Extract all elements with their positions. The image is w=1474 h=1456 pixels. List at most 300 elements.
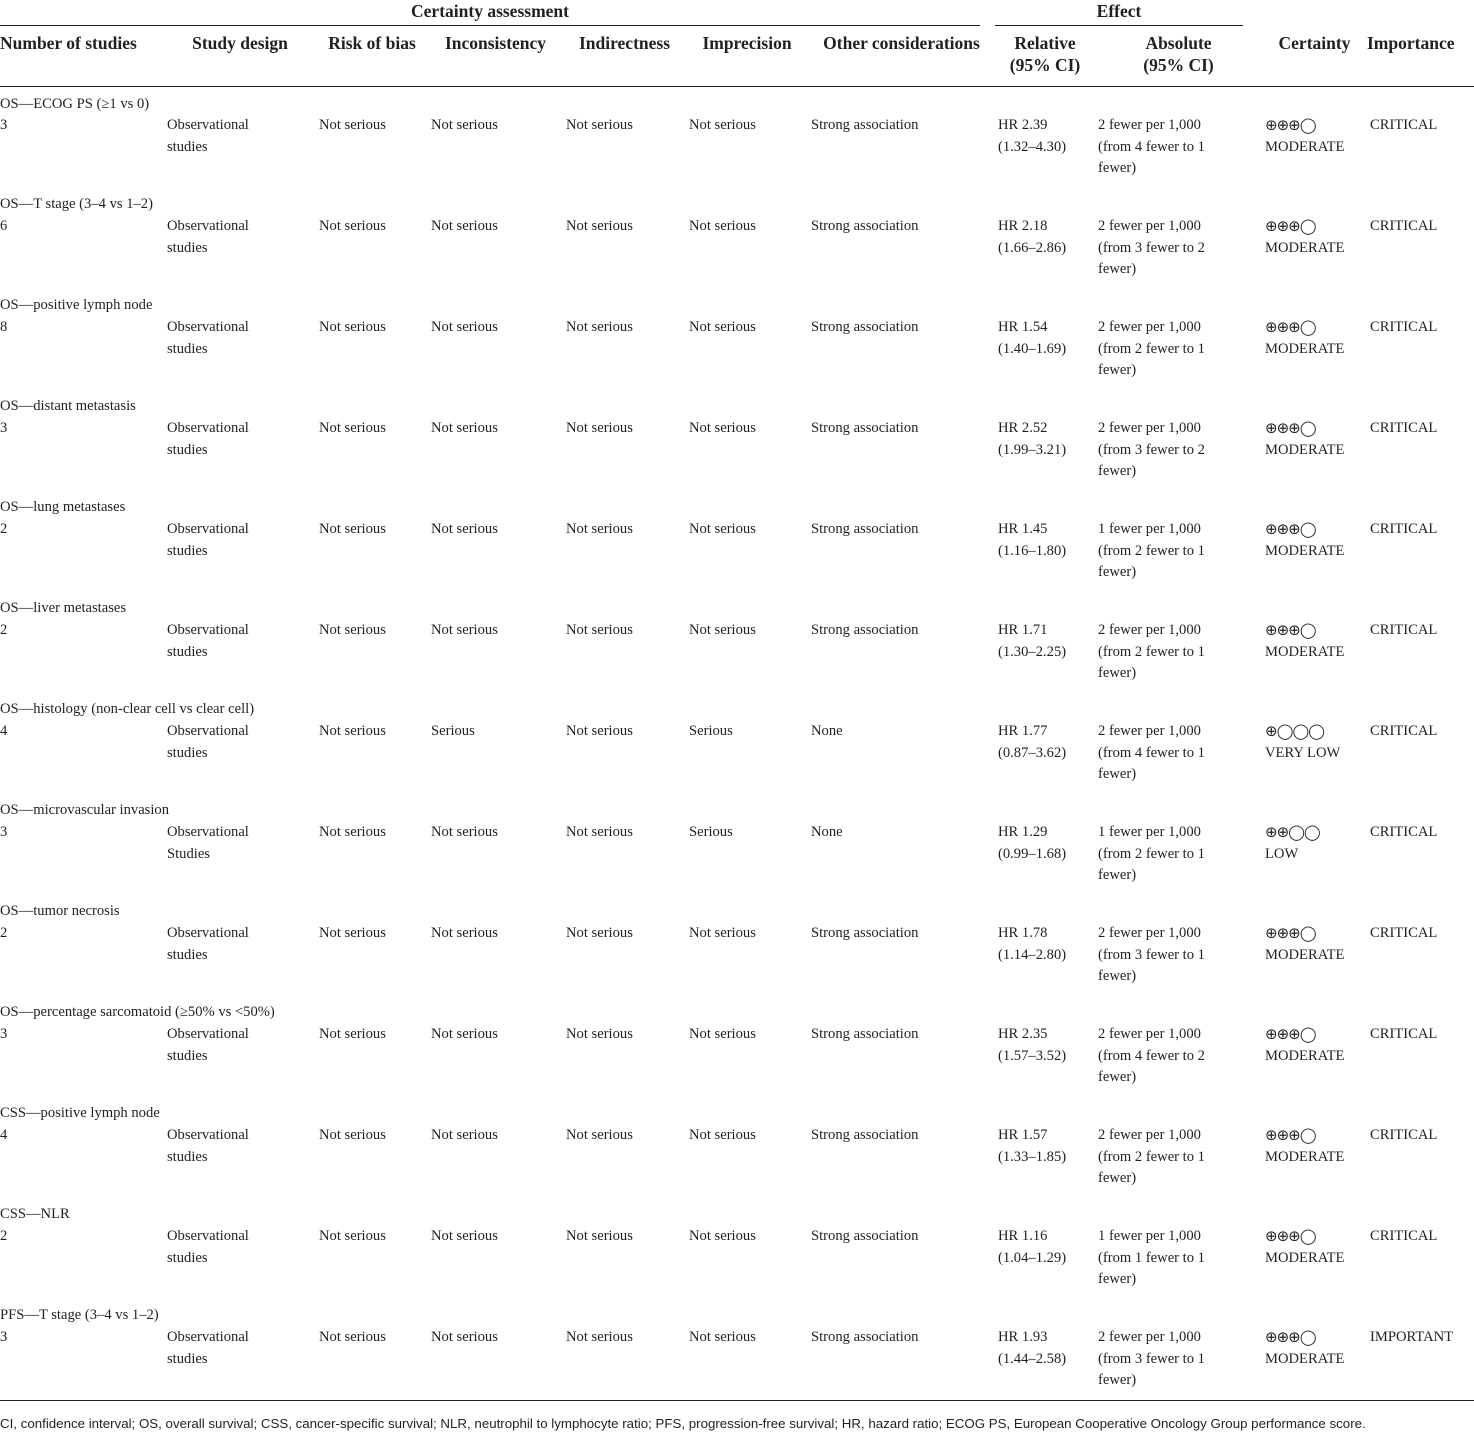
relative-effect-text: HR 2.39 (1.32–4.30) [998,117,1067,155]
imprecision-text: Serious [689,824,733,840]
imprecision-text: Not serious [689,1329,756,1345]
certainty-cell [1262,1024,1367,1096]
certainty-label: MODERATE [1265,1047,1345,1064]
table-row [0,620,1474,692]
studies-count-text: 8 [0,319,8,335]
study-design-text: Observational studies [167,622,249,660]
study-design-cell [164,1226,316,1298]
indirectness-text: Not serious [566,723,633,739]
absolute-effect-text: 2 fewer per 1,000 (from 3 fewer to 1 fewer) [1098,1329,1205,1388]
study-design-cell [164,1327,316,1401]
absolute-effect-text: 2 fewer per 1,000 (from 3 fewer to 1 fewer) [1098,925,1205,984]
importance-text: CRITICAL [1370,420,1438,436]
indirectness-text: Not serious [566,521,633,537]
other-considerations-cell [808,620,995,692]
risk-of-bias-text: Not serious [319,824,386,840]
certainty-rating-icon: ⊕⊕⊕◯ [1265,621,1316,639]
outcome-title: CSS—NLR [0,1206,70,1222]
absolute-effect-cell [1095,1024,1262,1096]
study-design-text: Observational studies [167,1127,249,1165]
absolute-effect-text: 2 fewer per 1,000 (from 4 fewer to 2 fewer) [1098,1026,1205,1085]
other-considerations-cell [808,721,995,793]
inconsistency-text: Serious [431,723,475,739]
indirectness-cell [563,115,686,187]
col-relative [995,28,1095,86]
importance-cell [1367,317,1474,389]
other-considerations-text: Strong association [811,218,919,234]
absolute-effect-text: 1 fewer per 1,000 (from 2 fewer to 1 fewer) [1098,824,1205,883]
absolute-effect-text: 1 fewer per 1,000 (from 2 fewer to 1 fewer) [1098,521,1205,580]
importance-text: CRITICAL [1370,117,1438,133]
absolute-effect-cell [1095,822,1262,894]
relative-effect-cell [995,216,1095,288]
other-considerations-cell [808,1226,995,1298]
study-design-text: Observational studies [167,723,249,761]
inconsistency-cell [428,923,563,995]
study-design-cell [164,1125,316,1197]
indirectness-cell [563,216,686,288]
certainty-cell [1262,1327,1367,1401]
studies-count-cell [0,216,164,288]
certainty-label: MODERATE [1265,643,1345,660]
table-row [0,923,1474,995]
inconsistency-text: Not serious [431,622,498,638]
importance-cell [1367,519,1474,591]
study-design-text: Observational studies [167,1026,249,1064]
certainty-label: MODERATE [1265,542,1345,559]
outcome-section-row [0,1197,1474,1226]
indirectness-cell [563,1125,686,1197]
imprecision-text: Not serious [689,1026,756,1042]
absolute-effect-cell [1095,418,1262,490]
risk-of-bias-text: Not serious [319,1329,386,1345]
col-indirectness: Indirectness [563,28,686,86]
risk-of-bias-text: Not serious [319,218,386,234]
study-design-text: Observational studies [167,117,249,155]
study-design-text: Observational studies [167,1228,249,1266]
absolute-effect-text: 2 fewer per 1,000 (from 4 fewer to 1 fewer) [1098,723,1205,782]
importance-cell [1367,1125,1474,1197]
outcome-title: OS—tumor necrosis [0,903,120,919]
certainty-rating-icon: ⊕⊕⊕◯ [1265,520,1316,538]
other-considerations-text: None [811,723,843,739]
table-row [0,822,1474,894]
certainty-label: LOW [1265,845,1299,862]
inconsistency-text: Not serious [431,1329,498,1345]
importance-cell [1367,923,1474,995]
importance-cell [1367,1024,1474,1096]
header-group-cell-effect [995,0,1262,28]
studies-count-cell [0,519,164,591]
relative-effect-cell [995,721,1095,793]
outcome-title: OS—ECOG PS (≥1 vs 0) [0,95,150,112]
table-row [0,721,1474,793]
inconsistency-text: Not serious [431,521,498,537]
indirectness-text: Not serious [566,1026,633,1042]
certainty-cell [1262,620,1367,692]
indirectness-text: Not serious [566,117,633,133]
inconsistency-cell [428,317,563,389]
other-considerations-text: Strong association [811,1329,919,1345]
certainty-rating-icon: ⊕⊕⊕◯ [1265,1126,1316,1144]
risk-of-bias-cell [316,1226,428,1298]
study-design-text: Observational studies [167,420,249,458]
other-considerations-cell [808,519,995,591]
risk-of-bias-text: Not serious [319,723,386,739]
imprecision-cell [686,418,808,490]
study-design-cell [164,317,316,389]
indirectness-cell [563,1226,686,1298]
relative-effect-text: HR 1.77 (0.87–3.62) [998,723,1067,761]
certainty-assessment-group-rule [0,25,980,26]
column-header-row [0,28,1474,86]
inconsistency-cell [428,822,563,894]
absolute-effect-cell [1095,317,1262,389]
risk-of-bias-cell [316,620,428,692]
study-design-cell [164,1024,316,1096]
study-design-cell [164,620,316,692]
inconsistency-cell [428,1226,563,1298]
other-considerations-text: Strong association [811,319,919,335]
certainty-rating-icon: ⊕⊕⊕◯ [1265,1025,1316,1043]
indirectness-text: Not serious [566,1329,633,1345]
relative-effect-text: HR 1.71 (1.30–2.25) [998,622,1067,660]
importance-text: CRITICAL [1370,925,1438,941]
col-risk-of-bias-label: Risk of bias [328,33,416,53]
imprecision-cell [686,1024,808,1096]
risk-of-bias-cell [316,721,428,793]
studies-count-text: 4 [0,1127,8,1143]
studies-count-text: 2 [0,1228,8,1244]
relative-effect-cell [995,317,1095,389]
effect-group-rule [995,25,1243,26]
other-considerations-text: Strong association [811,925,919,941]
effect-group-title: Effect [1096,1,1142,21]
certainty-cell [1262,115,1367,187]
absolute-effect-text: 2 fewer per 1,000 (from 3 fewer to 2 fewer) [1098,218,1205,277]
outcome-title: OS—percentage sarcomatoid (≥50% vs <50%) [0,1004,275,1020]
studies-count-cell [0,418,164,490]
risk-of-bias-cell [316,216,428,288]
outcome-section-row [0,894,1474,923]
study-design-cell [164,822,316,894]
studies-count-text: 2 [0,622,8,638]
certainty-cell [1262,822,1367,894]
importance-text: IMPORTANT [1370,1329,1454,1345]
absolute-effect-cell [1095,620,1262,692]
studies-count-cell [0,620,164,692]
table-row [0,1125,1474,1197]
inconsistency-cell [428,1125,563,1197]
importance-text: CRITICAL [1370,1228,1438,1244]
relative-effect-text: HR 2.35 (1.57–3.52) [998,1026,1067,1064]
imprecision-text: Serious [689,723,733,739]
inconsistency-cell [428,519,563,591]
study-design-cell [164,721,316,793]
inconsistency-cell [428,1327,563,1401]
studies-count-text: 3 [0,1026,8,1042]
indirectness-text: Not serious [566,1127,633,1143]
col-importance: Importance [1367,28,1474,86]
col-risk-of-bias [316,28,428,86]
outcome-section-row [0,86,1474,115]
study-design-text: Observational studies [167,1329,249,1367]
certainty-cell [1262,1125,1367,1197]
relative-effect-text: HR 1.57 (1.33–1.85) [998,1127,1067,1165]
outcome-title: OS—distant metastasis [0,398,136,414]
absolute-effect-cell [1095,1327,1262,1401]
inconsistency-text: Not serious [431,1026,498,1042]
studies-count-cell [0,1125,164,1197]
certainty-cell [1262,519,1367,591]
imprecision-text: Not serious [689,218,756,234]
outcome-title: OS—histology (non-clear cell vs clear cell) [0,701,255,717]
importance-cell [1367,1226,1474,1298]
col-certainty: Certainty [1262,28,1367,86]
table-row [0,1024,1474,1096]
imprecision-text: Not serious [689,925,756,941]
risk-of-bias-cell [316,1024,428,1096]
other-considerations-text: Strong association [811,622,919,638]
relative-effect-cell [995,822,1095,894]
risk-of-bias-cell [316,1125,428,1197]
other-considerations-cell [808,216,995,288]
indirectness-cell [563,923,686,995]
col-absolute-label: Absolute (95% CI) [1143,33,1214,75]
risk-of-bias-text: Not serious [319,1127,386,1143]
inconsistency-text: Not serious [431,319,498,335]
other-considerations-cell [808,115,995,187]
certainty-rating-icon: ⊕⊕⊕◯ [1265,217,1316,235]
certainty-cell [1262,721,1367,793]
inconsistency-cell [428,216,563,288]
importance-text: CRITICAL [1370,319,1438,335]
outcome-title: OS—T stage (3–4 vs 1–2) [0,196,153,212]
relative-effect-text: HR 1.45 (1.16–1.80) [998,521,1067,559]
outcome-section-row [0,490,1474,519]
absolute-effect-text: 2 fewer per 1,000 (from 2 fewer to 1 fewer) [1098,622,1205,681]
table-row [0,115,1474,187]
other-considerations-text: Strong association [811,1026,919,1042]
indirectness-text: Not serious [566,925,633,941]
relative-effect-text: HR 1.29 (0.99–1.68) [998,824,1067,862]
importance-text: CRITICAL [1370,1127,1438,1143]
certainty-rating-icon: ⊕⊕⊕◯ [1265,318,1316,336]
inconsistency-cell [428,418,563,490]
indirectness-text: Not serious [566,622,633,638]
absolute-effect-cell [1095,216,1262,288]
other-considerations-cell [808,923,995,995]
study-design-text: Observational studies [167,218,249,256]
imprecision-cell [686,115,808,187]
importance-text: CRITICAL [1370,1026,1438,1042]
certainty-rating-icon: ⊕⊕⊕◯ [1265,1227,1316,1245]
studies-count-cell [0,721,164,793]
absolute-effect-text: 2 fewer per 1,000 (from 3 fewer to 2 fewer) [1098,420,1205,479]
other-considerations-cell [808,418,995,490]
other-considerations-cell [808,1327,995,1401]
absolute-effect-cell [1095,1125,1262,1197]
imprecision-text: Not serious [689,521,756,537]
studies-count-cell [0,1024,164,1096]
importance-text: CRITICAL [1370,824,1438,840]
studies-count-cell [0,1226,164,1298]
indirectness-cell [563,418,686,490]
inconsistency-cell [428,620,563,692]
indirectness-cell [563,1327,686,1401]
col-absolute [1095,28,1262,86]
certainty-rating-icon: ⊕◯◯◯ [1265,722,1324,740]
absolute-effect-cell [1095,721,1262,793]
imprecision-text: Not serious [689,1228,756,1244]
inconsistency-text: Not serious [431,925,498,941]
outcome-section-row [0,1298,1474,1327]
outcome-title: OS—lung metastases [0,499,126,515]
inconsistency-text: Not serious [431,1127,498,1143]
study-design-text: Observational studies [167,925,249,963]
absolute-effect-text: 2 fewer per 1,000 (from 4 fewer to 1 fewer) [1098,117,1205,176]
certainty-cell [1262,418,1367,490]
imprecision-cell [686,721,808,793]
table-row [0,1327,1474,1401]
certainty-label: MODERATE [1265,441,1345,458]
risk-of-bias-text: Not serious [319,1026,386,1042]
studies-count-cell [0,115,164,187]
inconsistency-text: Not serious [431,824,498,840]
header-group-empty [1262,0,1474,28]
absolute-effect-text: 2 fewer per 1,000 (from 2 fewer to 1 fewer) [1098,1127,1205,1186]
outcome-section-row [0,692,1474,721]
imprecision-cell [686,317,808,389]
outcome-title: CSS—positive lymph node [0,1105,160,1121]
imprecision-cell [686,822,808,894]
certainty-assessment-group-title: Certainty assessment [411,1,569,21]
table-row [0,216,1474,288]
inconsistency-text: Not serious [431,218,498,234]
certainty-label: MODERATE [1265,239,1345,256]
certainty-rating-icon: ⊕⊕⊕◯ [1265,116,1316,134]
indirectness-cell [563,822,686,894]
absolute-effect-cell [1095,519,1262,591]
study-design-cell [164,115,316,187]
outcome-section-row [0,591,1474,620]
certainty-label: MODERATE [1265,138,1345,155]
outcome-title: OS—positive lymph node [0,297,153,313]
other-considerations-text: Strong association [811,521,919,537]
risk-of-bias-text: Not serious [319,420,386,436]
col-study-design [164,28,316,86]
relative-effect-cell [995,115,1095,187]
certainty-cell [1262,923,1367,995]
certainty-label: MODERATE [1265,1249,1345,1266]
certainty-rating-icon: ⊕⊕⊕◯ [1265,419,1316,437]
risk-of-bias-cell [316,822,428,894]
outcome-section-row [0,995,1474,1024]
indirectness-cell [563,1024,686,1096]
relative-effect-text: HR 1.78 (1.14–2.80) [998,925,1067,963]
imprecision-text: Not serious [689,1127,756,1143]
study-design-cell [164,923,316,995]
imprecision-cell [686,1226,808,1298]
inconsistency-cell [428,721,563,793]
indirectness-text: Not serious [566,824,633,840]
relative-effect-cell [995,519,1095,591]
indirectness-text: Not serious [566,420,633,436]
absolute-effect-text: 2 fewer per 1,000 (from 2 fewer to 1 fewer) [1098,319,1205,378]
inconsistency-cell [428,115,563,187]
certainty-cell [1262,1226,1367,1298]
studies-count-text: 3 [0,1329,8,1345]
studies-count-cell [0,1327,164,1401]
table-row [0,418,1474,490]
risk-of-bias-text: Not serious [319,925,386,941]
risk-of-bias-text: Not serious [319,521,386,537]
inconsistency-cell [428,1024,563,1096]
imprecision-text: Not serious [689,319,756,335]
col-study-design-label: Study design [192,33,288,53]
certainty-cell [1262,317,1367,389]
risk-of-bias-cell [316,418,428,490]
importance-cell [1367,822,1474,894]
study-design-cell [164,418,316,490]
risk-of-bias-cell [316,115,428,187]
outcome-title: PFS—T stage (3–4 vs 1–2) [0,1307,159,1323]
relative-effect-cell [995,418,1095,490]
indirectness-cell [563,519,686,591]
indirectness-text: Not serious [566,1228,633,1244]
relative-effect-cell [995,1125,1095,1197]
absolute-effect-cell [1095,115,1262,187]
imprecision-text: Not serious [689,117,756,133]
relative-effect-cell [995,1327,1095,1401]
imprecision-cell [686,1327,808,1401]
relative-effect-cell [995,1024,1095,1096]
imprecision-cell [686,1125,808,1197]
outcome-title: OS—liver metastases [0,600,127,616]
studies-count-text: 2 [0,925,8,941]
importance-cell [1367,418,1474,490]
outcome-section-row [0,389,1474,418]
studies-count-text: 3 [0,824,8,840]
absolute-effect-cell [1095,1226,1262,1298]
outcome-title: OS—microvascular invasion [0,802,170,818]
imprecision-cell [686,519,808,591]
outcome-section-row [0,793,1474,822]
risk-of-bias-cell [316,519,428,591]
other-considerations-cell [808,822,995,894]
risk-of-bias-text: Not serious [319,319,386,335]
certainty-rating-icon: ⊕⊕◯◯ [1265,823,1320,841]
relative-effect-text: HR 1.54 (1.40–1.69) [998,319,1067,357]
importance-cell [1367,721,1474,793]
importance-text: CRITICAL [1370,218,1438,234]
relative-effect-cell [995,620,1095,692]
table-row [0,1226,1474,1298]
other-considerations-text: Strong association [811,420,919,436]
relative-effect-cell [995,923,1095,995]
table-body [0,86,1474,1401]
certainty-label: MODERATE [1265,1350,1345,1367]
certainty-label: VERY LOW [1265,744,1341,761]
absolute-effect-cell [1095,923,1262,995]
risk-of-bias-text: Not serious [319,117,386,133]
indirectness-cell [563,317,686,389]
table-footnote: CI, confidence interval; OS, overall survival; CSS, cancer-specific survival; NLR, neutrophil to lymphocyte ratio; PFS, progression-free survival; HR, hazard ratio; ECOG PS, European Cooperative Oncology Group performance score. [0,1416,1366,1431]
other-considerations-cell [808,317,995,389]
study-design-text: Observational studies [167,521,249,559]
other-considerations-text: None [811,824,843,840]
relative-effect-text: HR 1.16 (1.04–1.29) [998,1228,1067,1266]
